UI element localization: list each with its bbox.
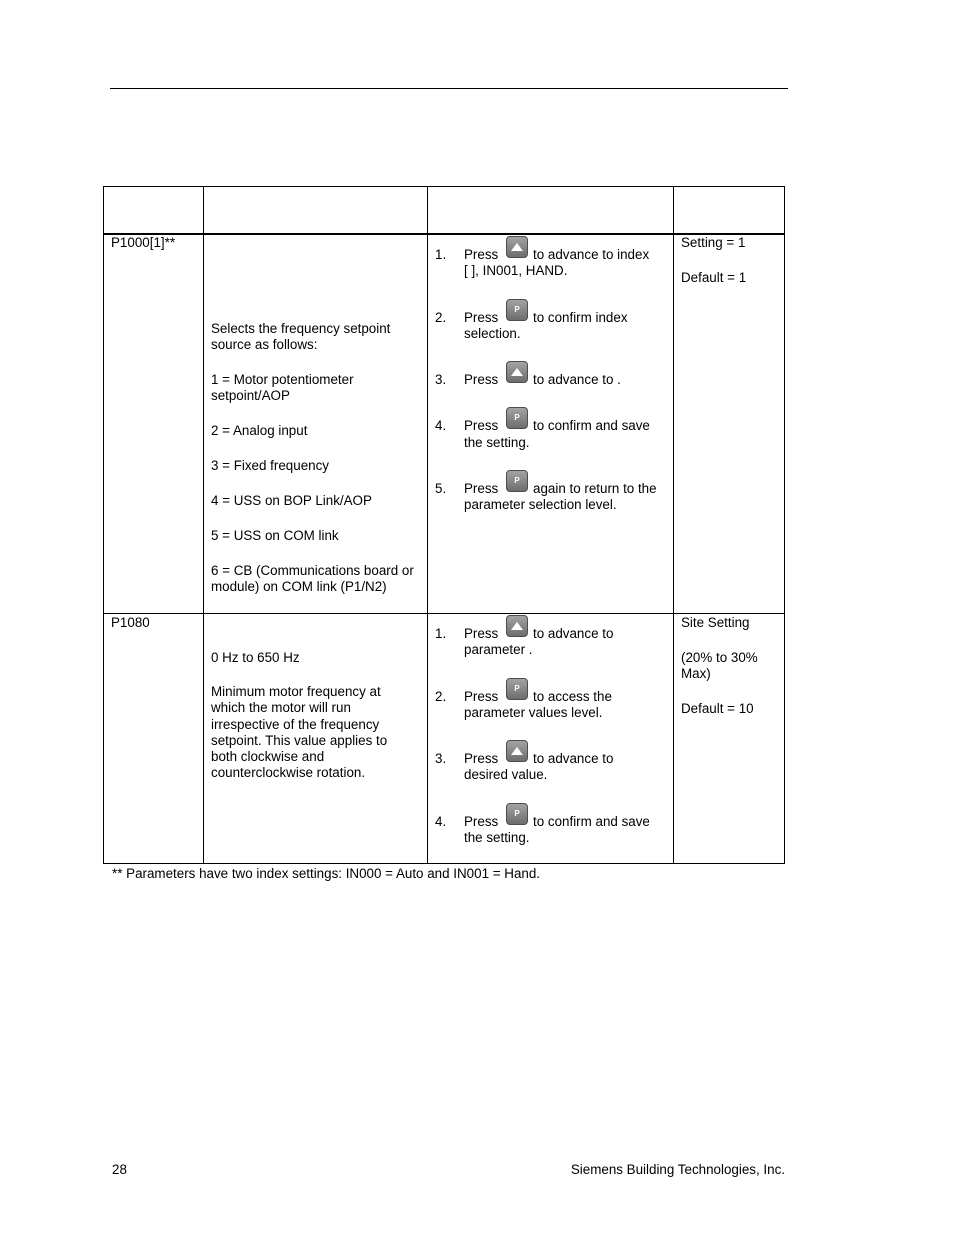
company-name: Siemens Building Technologies, Inc. (570, 1162, 785, 1177)
up-arrow-key-icon (506, 236, 528, 258)
p-key-icon: P (506, 407, 528, 429)
page-number: 28 (112, 1162, 127, 1177)
parameter-code: P1000[1]** (111, 235, 176, 250)
option-item: 1 = Motor potentiometer setpoint/AOP (211, 372, 354, 404)
p-key-icon: P (506, 299, 528, 321)
p-key-icon: P (506, 803, 528, 825)
p-key-icon: P (506, 470, 528, 492)
column-divider-3 (673, 186, 674, 864)
parameter-code: P1080 (111, 615, 150, 630)
column-divider-2 (427, 186, 428, 864)
table-border-bottom (103, 863, 785, 864)
option-item: 4 = USS on BOP Link/AOP (211, 493, 372, 508)
table-border-top (103, 186, 785, 187)
option-item: 5 = USS on COM link (211, 528, 339, 543)
up-arrow-key-icon (506, 615, 528, 637)
p-key-icon: P (506, 678, 528, 700)
up-arrow-key-icon (506, 740, 528, 762)
column-divider-1 (203, 186, 204, 864)
option-item: 6 = CB (Communications board or module) on COM link (P1/N2) (211, 563, 414, 595)
header-rule (110, 88, 788, 89)
up-arrow-key-icon (506, 361, 528, 383)
row-divider (103, 613, 785, 614)
option-item: 3 = Fixed frequency (211, 458, 329, 473)
option-item: 2 = Analog input (211, 423, 308, 438)
table-footnote: ** Parameters have two index settings: IN000 = Auto and IN001 = Hand. (112, 866, 541, 881)
table-border-right (784, 186, 785, 864)
table-border-left (103, 186, 104, 864)
